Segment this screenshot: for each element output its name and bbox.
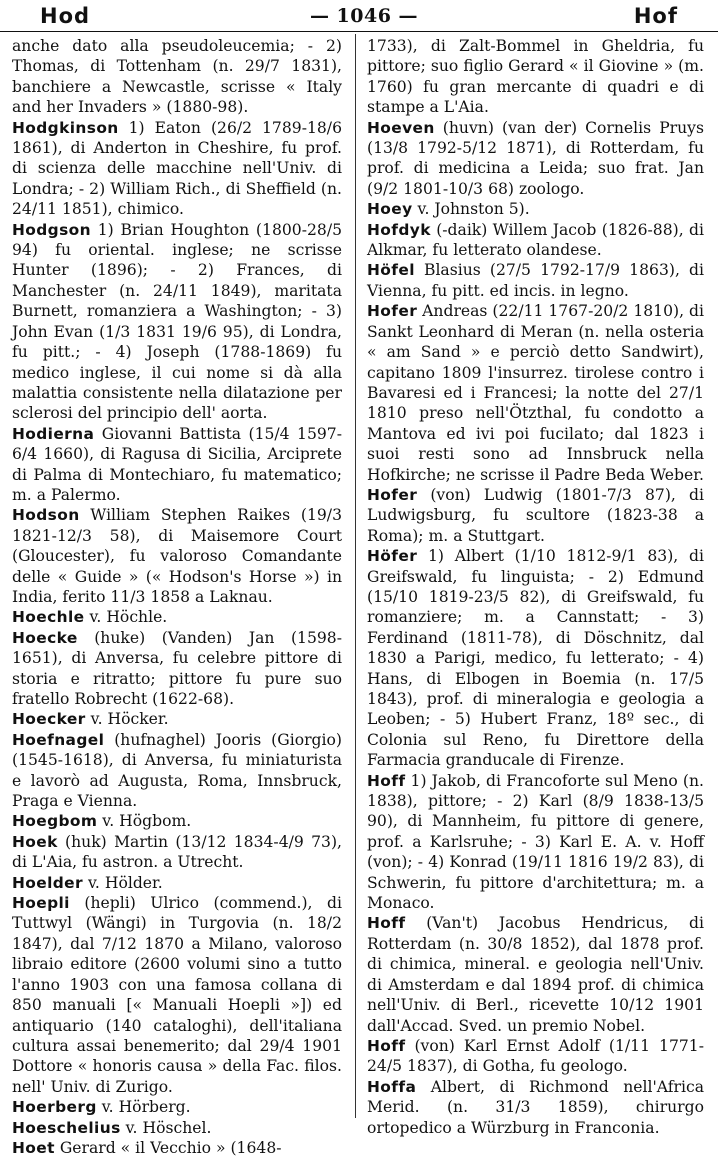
entry-headword: Hoff xyxy=(367,914,406,933)
dictionary-entry xyxy=(12,832,347,873)
entry-text: (von) Karl Ernst Adolf (1/11 1771-24/5 1837), di Gotha, fu geologo. xyxy=(367,1036,704,1076)
entry-headword: Höfel xyxy=(367,261,415,280)
entry-headword: Hoecke xyxy=(12,628,78,647)
dictionary-entry xyxy=(367,301,709,485)
dictionary-entry xyxy=(367,1036,704,1077)
dictionary-entry xyxy=(367,220,709,261)
entry-text: 1) Eaton (26/2 1789-18/6 1861), di Anderton in Cheshire, fu prof. di scienza delle macchine nell'Univ. di Londra; - 2) William Rich., di Sheffield (n. 24/11 1851), chimico. xyxy=(12,118,347,219)
entry-text: Blasius (27/5 1792-17/9 1863), di Vienna, fu pitt. ed incis. in legno. xyxy=(367,261,709,300)
right-column xyxy=(367,36,709,1138)
entry-text: v. Högbom. xyxy=(97,812,192,831)
entry-text: v. Höcker. xyxy=(85,710,169,729)
entry-text: William Stephen Raikes (19/3 1821-12/3 58), di Maisemore Court (Gloucester), fu valoroso Comandante delle « Guide » (« Hodson's Horse ») in India, ferito 11/3 1858 a Laknau. xyxy=(12,506,347,606)
entry-text: v. Johnston 5). xyxy=(412,200,530,219)
entry-headword: Hofer xyxy=(367,302,418,321)
dictionary-entry xyxy=(367,260,709,301)
entry-text: (huk) Martin (13/12 1834-4/9 73), di L'Aia, fu astron. a Utrecht. xyxy=(12,832,347,872)
dictionary-entry xyxy=(12,220,347,424)
entry-headword: Hoffa xyxy=(367,1077,417,1096)
dictionary-entry xyxy=(12,118,347,220)
entry-text: Giovanni Battista (15/4 1597-6/4 1660), di Ragusa di Sicilia, Arciprete di Palma di Montechiaro, fu matematico; m. a Palermo. xyxy=(12,424,347,504)
entry-headword: Hofdyk xyxy=(367,220,431,239)
dictionary-entry xyxy=(12,730,347,812)
entry-text: (von) Ludwig (1801-7/3 87), di Ludwigsburg, fu scultore (1823-38 a Roma); m. a Stuttgart. xyxy=(367,485,709,545)
header-right-word: Hof xyxy=(633,3,678,28)
entry-headword: Hoey xyxy=(367,200,413,219)
entry-text: v. Hörberg. xyxy=(96,1098,191,1117)
entry-headword: Hoff xyxy=(367,771,406,790)
entry-text: 1) Jakob, di Francoforte sul Meno (n. 1838), pittore; - 2) Karl (8/9 1838-13/5 90), di Mannheim, fu pittore di genere, prof. a Karlsruhe; - 3) Karl E. A. v. Hoff (von); - 4) Konrad (19/11 1816 19/2 83), di Schwerin, fu pittore d'architettura; m. a Monaco. xyxy=(367,771,709,913)
entry-text: 1733), di Zalt-Bommel in Gheldria, fu pittore; suo figlio Gerard « il Giovine » (m. 1760) fu gran mercante di quadri e di stampe a L'Aia. xyxy=(367,37,709,117)
entry-headword: Höfer xyxy=(367,547,418,566)
dictionary-entry xyxy=(12,811,342,831)
dictionary-entry xyxy=(367,546,709,770)
entry-text: (huke) (Vanden) Jan (1598-1651), di Anversa, fu celebre pittore di storia e ritratto; pittore fu pure suo fratello Robrecht (1622-68). xyxy=(12,628,347,708)
entry-headword: Hoek xyxy=(12,832,58,851)
entry-headword: Hoerberg xyxy=(12,1098,97,1117)
page-header xyxy=(0,0,718,32)
dictionary-entry xyxy=(12,893,347,1097)
dictionary-entry xyxy=(367,913,709,1035)
entry-text: (hepli) Ulrico (commend.), di Tuttwyl (Wängi) in Turgovia (n. 18/2 1847), dal 7/12 1870 a Milano, valoroso libraio editore (2600 volumi sino a tutto l'anno 1903 con una famosa collana di 850 manuali [« Manuali Hoepli »]) ed antiquario (140 cataloghi), dell'italiana cultura assai benemerito; dal 29/4 1901 Dottore « honoris causa » della Fac. filos. nell' Univ. di Zurigo. xyxy=(12,894,347,1096)
dictionary-entry xyxy=(12,873,342,893)
entry-headword: Hoecker xyxy=(12,710,86,729)
entry-headword: Hodgson xyxy=(12,220,91,239)
dictionary-entry xyxy=(12,607,342,627)
entry-text: Albert, di Richmond nell'Africa Merid. (n. 31/3 1859), chirurgo ortopedico a Würzburg in Franconia. xyxy=(367,1077,709,1137)
entry-headword: Hodson xyxy=(12,506,80,525)
entry-text: 1) Brian Houghton (1800-28/5 94) fu oriental. inglese; ne scrisse Hunter (1896); - 2) Frances, di Manchester (n. 24/11 1849), maritata Burnett, romanziera a Washington; - 3) John Evan (1/3 1831 19/6 95), di Londra, fu pitt.; - 4) Joseph (1788-1869) fu medico inglese, il cui nome si dà alla malattia consistente nella dilatazione per sclerosi del principio dell' aorta. xyxy=(12,220,347,423)
dictionary-entry xyxy=(12,1118,342,1138)
entry-text: anche dato alla pseudoleucemia; - 2) Thomas, di Tottenham (n. 29/7 1831), banchiere a Newcastle, scrisse « Italy and her Invaders » (1880-98). xyxy=(12,37,347,117)
dictionary-entry xyxy=(367,771,709,914)
header-left-word: Hod xyxy=(40,3,91,28)
dictionary-entry xyxy=(367,36,709,118)
entry-text: (-daik) Willem Jacob (1826-88), di Alkmar, fu letterato olandese. xyxy=(367,220,709,260)
entry-text: (hufnaghel) Jooris (Giorgio) (1545-1618), di Anversa, fu miniaturista e lavorò ad Augusta, Roma, Innsbruck, Praga e Vienna. xyxy=(12,730,347,811)
dictionary-entry xyxy=(12,424,347,506)
entry-text: v. Höchle. xyxy=(84,608,168,627)
entry-text: (Van't) Jacobus Hendricus, di Rotterdam (n. 30/8 1852), dal 1878 prof. di chimica, mineral. e geologia nell'Univ. di Amsterdam e dal 1894 prof. di chimica nell'Univ. di Berl., ricevette 10/12 1901 dall'Accad. Sved. un premio Nobel. xyxy=(367,914,709,1035)
entry-text: v. Hölder. xyxy=(83,873,163,892)
entry-headword: Hoff xyxy=(367,1036,406,1055)
entry-text: Andreas (22/11 1767-20/2 1810), di Sankt Leonhard di Meran (n. nella osteria « am Sand » e perciò detto Sandwirt), capitano 1809 l'insurrez. tirolese contro i Bavaresi ed i Francesi; la notte del 27/1 1810 preso nell'Ötzthal, fu condotto a Mantova ed ivi poi fucilato; dal 1823 i suoi resti sono ad Innsbruck nella Hofkirche; ne scrisse il Padre Beda Weber. xyxy=(367,302,709,484)
entry-text: Gerard « il Vecchio » (1648- xyxy=(54,1138,282,1157)
entry-text: v. Höschel. xyxy=(120,1118,212,1137)
entry-headword: Hoeschelius xyxy=(12,1118,121,1137)
left-column xyxy=(12,36,347,1158)
entry-headword: Hodgkinson xyxy=(12,118,119,137)
dictionary-entry xyxy=(367,485,709,546)
dictionary-entry xyxy=(12,709,342,729)
entry-text: (huvn) (van der) Cornelis Pruys (13/8 1792-5/12 1871), di Rotterdam, fu prof. di medicina a Leida; suo frat. Jan (9/2 1801-10/3 68) zoologo. xyxy=(367,118,709,198)
dictionary-entry xyxy=(367,1077,709,1138)
page-number: — 1046 — xyxy=(309,4,419,27)
dictionary-entry xyxy=(367,118,709,200)
dictionary-entry xyxy=(12,36,347,118)
entry-headword: Hoepli xyxy=(12,894,70,913)
column-divider xyxy=(355,34,356,1118)
entry-text: 1) Albert (1/10 1812-9/1 83), di Greifswald, fu linguista; - 2) Edmund (15/10 1819-23/5 82), di Greifswald, fu romanziere; m. a Cannstatt; - 3) Ferdinand (1811-78), di Döschnitz, dal 1830 a Parigi, medico, fu letterato; - 4) Hans, di Elbogen in Boemia (n. 17/5 1843), prof. di mineralogia e geologia a Leoben; - 5) Hubert Franz, 18º sec., di Colonia sul Reno, fu Direttore della Farmacia granducale di Firenze. xyxy=(367,547,709,770)
dictionary-entry xyxy=(12,505,347,607)
dictionary-entry xyxy=(12,1097,342,1117)
entry-headword: Hodierna xyxy=(12,424,95,443)
dictionary-entry xyxy=(12,1138,342,1158)
dictionary-entry xyxy=(367,199,704,219)
entry-headword: Hoelder xyxy=(12,873,84,892)
entry-headword: Hoefnagel xyxy=(12,730,105,749)
entry-headword: Hoet xyxy=(12,1138,55,1157)
entry-headword: Hoegbom xyxy=(12,812,98,831)
entry-headword: Hofer xyxy=(367,485,418,504)
entry-headword: Hoeven xyxy=(367,118,435,137)
dictionary-entry xyxy=(12,628,347,710)
entry-headword: Hoechle xyxy=(12,608,85,627)
